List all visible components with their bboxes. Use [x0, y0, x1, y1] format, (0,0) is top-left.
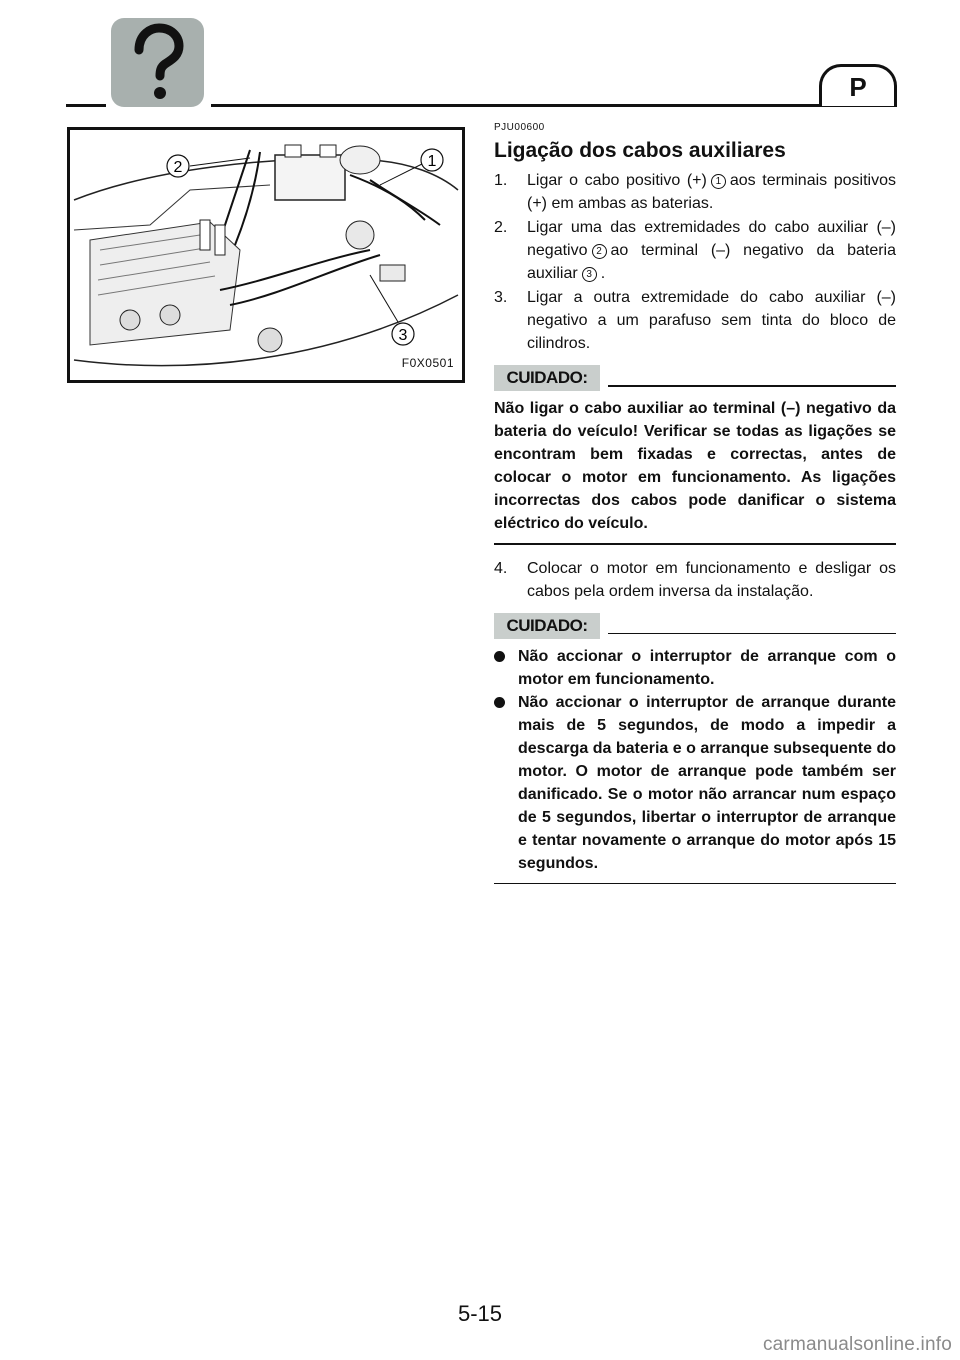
steps-list-continued [494, 557, 896, 603]
step-3: 3. Ligar a outra extremidade do cabo auxiliar (–) negativo a um parafuso sem tinta do bloco de cilindros. [494, 289, 896, 352]
question-mark-icon [111, 18, 204, 107]
header-rule-left [66, 104, 106, 107]
bullet-icon [494, 651, 505, 662]
caution-text: Não ligar o cabo auxiliar ao terminal (–) negativo da bateria do veículo! Verificar se todas as ligações se encontram bem fixadas e correctas, antes de colocar o motor em funcionamento. As ligações incorrectas dos cabos pode danificar o sistema eléctrico do veículo. [494, 400, 896, 532]
caution-bullets [494, 645, 896, 875]
caution-bullet: Não accionar o interruptor de arranque com o motor em funcionamento. [494, 645, 896, 691]
callout-marker-3: 3 [582, 267, 597, 282]
section-reference: PJU00600 [494, 122, 545, 133]
step-2: 2. Ligar uma das extremidades do cabo auxiliar (–) negativo 2 ao terminal (–) negativo da bateria auxiliar 3 . [494, 219, 896, 282]
figure-callout-2: 2 [173, 159, 183, 176]
caution-header-2 [494, 613, 896, 641]
caution-label: CUIDADO: [494, 613, 600, 639]
watermark: carmanualsonline.info [762, 1334, 952, 1355]
caution-bullet: Não accionar o interruptor de arranque durante mais de 5 segundos, de modo a impedir a descarga da bateria e o arranque subsequente do motor. O motor de arranque pode também ser danificado. Se o motor não arrancar num espaço de 5 segundos, libertar o interruptor de arranque e tentar novamente o arranque do motor após 15 segundos. [494, 691, 896, 875]
section-title: Ligação dos cabos auxiliares [494, 139, 786, 162]
caution-header-1 [494, 365, 896, 393]
caution-end-rule [494, 543, 896, 545]
figure-callout-3: 3 [398, 327, 408, 344]
step-1: 1. Ligar o cabo positivo (+) 1 aos terminais positivos (+) em ambas as baterias. [494, 172, 897, 212]
callout-marker-2: 2 [592, 244, 607, 259]
header-rule-right [211, 104, 897, 107]
steps-list [494, 169, 896, 355]
step-4: 4. Colocar o motor em funcionamento e desligar os cabos pela ordem inversa da instalação. [494, 559, 896, 600]
language-badge: P [819, 64, 897, 106]
callout-marker-1: 1 [711, 174, 726, 189]
figure-code: F0X0501 [401, 356, 454, 370]
caution-label: CUIDADO: [494, 365, 600, 391]
figure-callout-1: 1 [427, 153, 437, 170]
engine-illustration [67, 127, 465, 383]
bullet-icon [494, 697, 505, 708]
caution-end-rule [494, 883, 896, 885]
text-column [494, 122, 896, 896]
page-number: 5-15 [457, 1301, 503, 1326]
